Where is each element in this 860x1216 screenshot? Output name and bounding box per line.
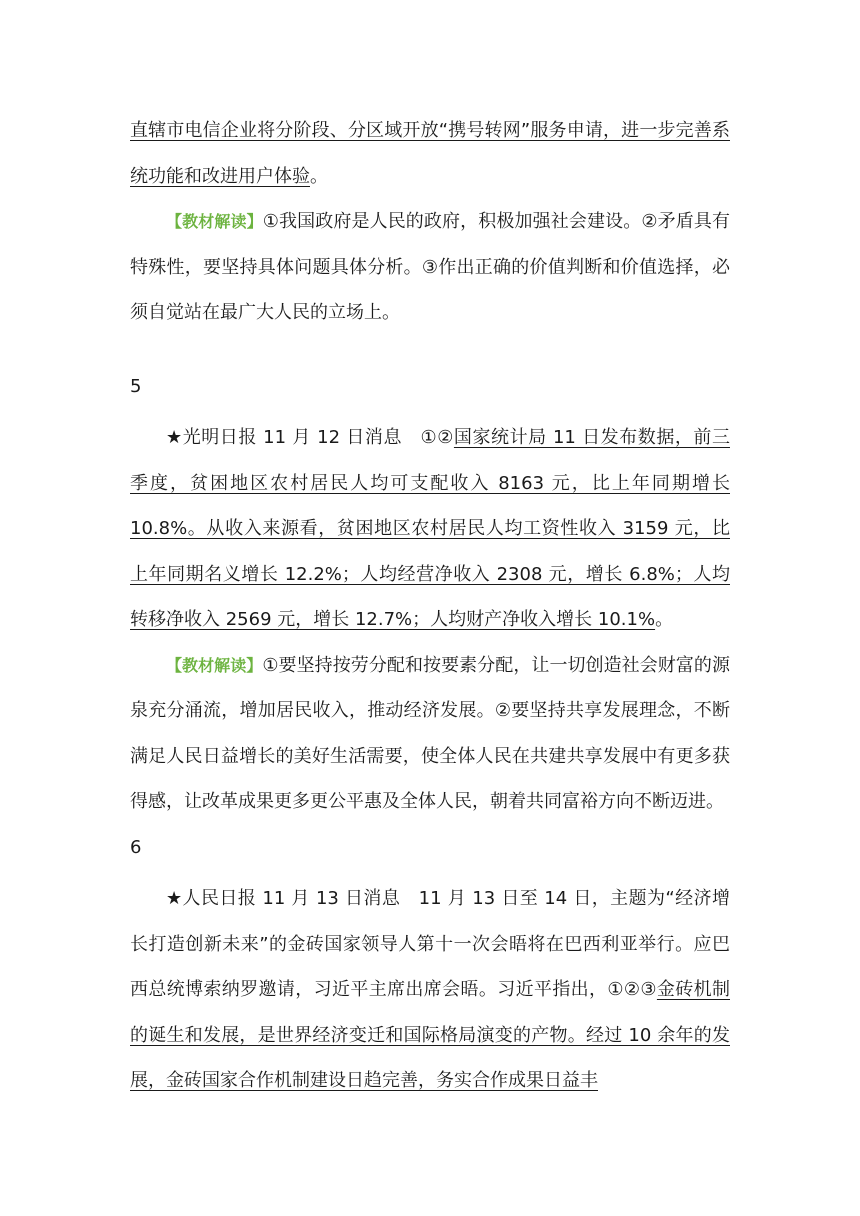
underlined-text: 金砖机制的诞生和发展，是世界经济变迁和国际格局演变的产物。经过 10 余年的发展，金砖国家合作机制建设日趋完善，务实合作成果日益丰 bbox=[130, 979, 730, 1091]
sentence-end: 。 bbox=[655, 609, 674, 630]
document-page bbox=[130, 108, 730, 1104]
reading-tag: 【教材解读】 bbox=[166, 212, 263, 231]
reading-text: ①要坚持按劳分配和按要素分配，让一切创造社会财富的源泉充分涌流，增加居民收入，推动经济发展。②要坚持共享发展理念，不断满足人民日益增长的美好生活需要，使全体人民在共建共享发展中有更多获得感，让改革成果更多更公平惠及全体人民，朝着共同富裕方向不断迈进。 bbox=[130, 654, 730, 812]
reading-text: ①我国政府是人民的政府，积极加强社会建设。②矛盾具有特殊性，要坚持具体问题具体分析。③作出正确的价值判断和价值选择，必须自觉站在最广大人民的立场上。 bbox=[130, 211, 730, 323]
textbook-reading-1 bbox=[130, 199, 730, 336]
underlined-text: 国家统计局 11 日发布数据，前三季度，贫困地区农村居民人均可支配收入 8163 元，比上年同期增长 10.8%。从收入来源看，贫困地区农村居民人均工资性收入 3159 元，比上年同期名义增长 12.2%；人均经营净收入 2308 元，增长 6.8%；人均转移净收入 2569 元，增长 12.7%；人均财产净收入增长 10.1% bbox=[130, 427, 730, 630]
item-number-5: 5 bbox=[130, 375, 142, 397]
item-number-6: 6 bbox=[130, 836, 142, 858]
news-item-5 bbox=[130, 415, 730, 643]
news-lead: ★光明日报 11 月 12 日消息 ①② bbox=[166, 427, 454, 448]
underlined-text: 直辖市电信企业将分阶段、分区域开放“携号转网”服务申请，进一步完善系统功能和改进用户体验 bbox=[130, 120, 730, 187]
reading-tag: 【教材解读】 bbox=[166, 655, 263, 675]
sentence-end: 。 bbox=[310, 165, 328, 187]
paragraph-continuation bbox=[130, 108, 730, 199]
news-lead: ★人民日报 11 月 13 日消息 11 月 13 日至 14 日，主题为“经济增长打造创新未来”的金砖国家领导人第十一次会晤将在巴西利亚举行。应巴西总统博索纳罗邀请，习近平主席出席会晤。习近平指出，①②③ bbox=[130, 888, 730, 1000]
textbook-reading-5 bbox=[130, 643, 730, 825]
news-item-6 bbox=[130, 876, 730, 1104]
